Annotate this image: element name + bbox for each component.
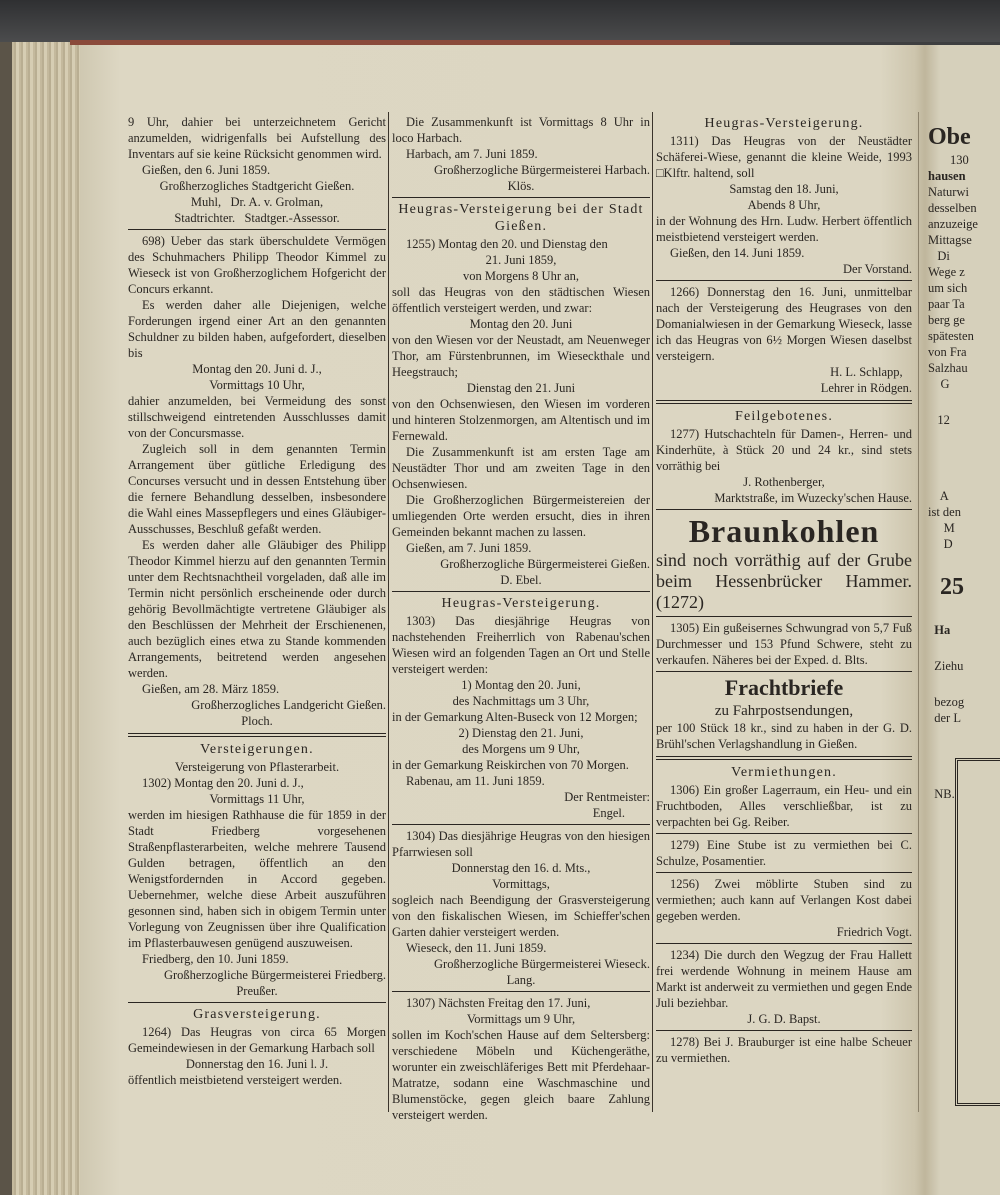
advert-headline: Braunkohlen — [688, 513, 880, 549]
centered-line: Versteigerung von Pflasterarbeit. — [174, 760, 340, 774]
divider — [656, 616, 912, 617]
clipped-text-fragment: von Fra — [928, 345, 967, 359]
paragraph: Gießen, den 14. Juni 1859. — [670, 246, 805, 260]
clipped-text-fragment — [928, 602, 1000, 622]
clipped-text-fragment: Mittagse — [928, 233, 972, 247]
signature-line: Großherzogliche Bürgermeisterei Wieseck. — [434, 957, 650, 971]
column-3 — [656, 114, 912, 1066]
paragraph: 1278) Bei J. Brauburger ist eine halbe Scheuer zu vermiethen. — [656, 1035, 912, 1065]
paragraph: dahier anzumelden, bei Vermeidung des sonst stillschweigend eintretenden Ausschlusses damit von der Concursmasse. — [128, 394, 386, 440]
centered-line: Vormittags 11 Uhr, — [209, 792, 305, 806]
paragraph: Die Zusammenkunft ist Vormittags 8 Uhr in loco Harbach. — [392, 115, 650, 145]
clipped-text-fragment: 25 — [928, 574, 964, 600]
clipped-text-fragment — [928, 674, 1000, 694]
centered-line: Montag den 20. Juni — [469, 317, 573, 331]
divider — [656, 943, 912, 944]
paragraph: 1303) Das diesjährige Heugras von nachstehenden Freiherrlich von Rabenau'schen Wiesen wird an folgenden Tagen an Ort und Stelle versteigert werden: — [392, 614, 650, 676]
divider — [656, 872, 912, 873]
paragraph: 1306) Ein großer Lagerraum, ein Heu- und ein Fruchtboden, Alles verschließbar, ist zu verpachten bei Gg. Reiber. — [656, 783, 912, 829]
paragraph: 1279) Eine Stube ist zu vermiethen bei C. Schulze, Posamentier. — [656, 838, 912, 868]
paragraph: sollen im Koch'schen Hause auf dem Seltersberg: verschiedene Möbeln und Küchengeräthe, worunter ein zweischläferiges Bett mit Pferdehaar-Matratze, sodann eine Waschmaschine und Blumenstöcke, gegen gleich baare Zahlung versteigert werden. — [392, 1028, 650, 1122]
centered-line: J. G. D. Bapst. — [747, 1012, 821, 1026]
clipped-text-fragment: Obe — [928, 124, 971, 150]
divider — [656, 671, 912, 672]
divider — [656, 509, 912, 510]
clipped-text-fragment — [928, 428, 1000, 488]
centered-line: des Morgens um 9 Uhr, — [462, 742, 580, 756]
paragraph: 1256) Zwei möblirte Stuben sind zu vermiethen; auch kann auf Verlangen Kost dabei gegeben werden. — [656, 877, 912, 923]
signature-line: Der Rentmeister: — [564, 790, 650, 804]
centered-line: Dienstag den 21. Juni — [466, 381, 576, 395]
signature-line: Engel. — [592, 806, 650, 820]
signature-line: H. L. Schlapp, — [830, 365, 912, 379]
paragraph: Harbach, am 7. Juni 1859. — [406, 147, 538, 161]
centered-line: Montag den 20. Juni d. J., — [192, 362, 322, 376]
advert-text: sind noch vorräthig auf der Grube beim Hessenbrücker Hammer. (1272) — [656, 550, 912, 612]
scanner-background — [0, 0, 1000, 42]
clipped-text-fragment — [928, 638, 1000, 658]
signature-line: Großherzogliches Landgericht Gießen. — [191, 698, 386, 712]
paragraph: Die Großherzoglichen Bürgermeistereien der umliegenden Orte werden ersucht, dies in ihren Gemeinden bekannt machen zu lassen. — [392, 493, 650, 539]
clipped-text-fragment: Salzhau — [928, 361, 968, 375]
advert-subline: zu Fahrpostsendungen, — [714, 703, 854, 719]
book-binding — [0, 42, 12, 1195]
clipped-text-fragment: spätesten — [928, 329, 974, 343]
book-page-edges — [0, 42, 80, 1195]
clipped-text-fragment: um sich — [928, 281, 968, 295]
paragraph: 9 Uhr, dahier bei unterzeichnetem Gericht anzumelden, widrigenfalls bei Aufstellung des Inventars auf sie keine Rücksicht genommen wird. — [128, 115, 386, 161]
paragraph: 1307) Nächsten Freitag den 17. Juni, — [406, 996, 591, 1010]
divider — [392, 591, 650, 592]
centered-line: Donnerstag den 16. Juni l. J. — [185, 1057, 329, 1071]
signature-line: Großherzogliche Bürgermeisterei Friedberg. — [163, 968, 386, 982]
clipped-text-fragment: desselben — [928, 201, 977, 215]
paragraph: in der Gemarkung Reiskirchen von 70 Morgen. — [392, 758, 629, 772]
paragraph: Friedberg, den 10. Juni 1859. — [142, 952, 289, 966]
clipped-text-fragment: A — [928, 489, 949, 503]
advert-headline: Frachtbriefe — [724, 675, 844, 700]
paragraph: 1304) Das diesjährige Heugras von den hiesigen Pfarrwiesen soll — [392, 829, 650, 859]
clipped-text-fragment: Naturwi — [928, 185, 969, 199]
centered-line: Preußer. — [236, 984, 278, 998]
clipped-text-fragment — [928, 552, 1000, 572]
signature-line: Der Vorstand. — [843, 262, 912, 276]
signature-line: Marktstraße, im Wuzecky'schen Hause. — [714, 491, 912, 505]
centered-line: Stadtrichter. Stadtger.-Assessor. — [174, 211, 340, 225]
signature-line: Lehrer in Rödgen. — [820, 381, 912, 395]
boxed-advertisement-frame — [955, 758, 1000, 1106]
centered-line: Vormittags um 9 Uhr, — [466, 1012, 576, 1026]
clipped-text-fragment: ist den — [928, 505, 961, 519]
clipped-text-fragment: D — [928, 537, 953, 551]
clipped-text-fragment: hausen — [928, 169, 966, 183]
centered-line: Vormittags, — [492, 877, 550, 891]
section-heading: Grasversteigerung. — [193, 1007, 321, 1022]
paragraph: 1255) Montag den 20. und Dienstag den — [406, 237, 608, 251]
section-heading: Heugras-Versteigerung bei der Stadt Gießen. — [398, 202, 644, 234]
clipped-text-fragment: 130 — [950, 153, 969, 167]
section-heading: Heugras-Versteigerung. — [441, 596, 601, 611]
paragraph: Es werden daher alle Diejenigen, welche Forderungen irgend einer Art an den genannten Schuldner zu bilden haben, aufgefordert, dieselben bis — [128, 298, 386, 360]
binding-ribbon — [70, 40, 730, 45]
clipped-text-fragment: anzuzeige — [928, 217, 978, 231]
centered-line: Abends 8 Uhr, — [747, 198, 821, 212]
centered-line: Samstag den 18. Juni, — [729, 182, 839, 196]
paragraph: werden im hiesigen Rathhause die für 1859 in der Stadt Friedberg vorgesehenen Straßenpflasterarbeiten, welche mehrere Tausend Gulden betragen, öffentlich an den Wenigstfordernden in Accord gegeben. Uebernehmer, welche diese Arbeit auszuführen gesonnen sind, haben sich in obigem Termin unter Vorlegung von Zeugnissen über ihre Qualification im Pflasterbauwesen genügend auszuweisen. — [128, 808, 386, 950]
clipped-text-fragment: Di — [928, 249, 950, 263]
column-1 — [128, 114, 386, 1088]
paragraph: öffentlich meistbietend versteigert werden. — [128, 1073, 343, 1087]
centered-line: 21. Juni 1859, — [485, 253, 557, 267]
clipped-text-fragment: Ziehu — [928, 659, 964, 673]
partial-column-next-page — [928, 122, 1000, 802]
clipped-text-fragment: Ha — [928, 623, 951, 637]
paragraph: in der Wohnung des Hrn. Ludw. Herbert öffentlich meistbietend versteigert werden. — [656, 214, 912, 244]
divider — [392, 824, 650, 825]
paragraph: 1234) Die durch den Wegzug der Frau Hallett frei werdende Wohnung in meinem Hause am Markt ist anderweit zu vermiethen und gegen Ende Juli beziehbar. — [656, 948, 912, 1010]
centered-line: 1) Montag den 20. Juni, — [461, 678, 581, 692]
section-heading: Feilgebotenes. — [734, 409, 834, 424]
paragraph: Wieseck, den 11. Juni 1859. — [406, 941, 547, 955]
paragraph: Rabenau, am 11. Juni 1859. — [406, 774, 545, 788]
centered-line: Muhl, Dr. A. v. Grolman, — [190, 195, 324, 209]
paragraph: soll das Heugras von den städtischen Wiesen öffentlich versteigert werden, und zwar: — [392, 285, 650, 315]
centered-line: von Morgens 8 Uhr an, — [462, 269, 580, 283]
paragraph: Die Zusammenkunft ist am ersten Tage am Neustädter Thor und am zweiten Tage in den Ochsenwiesen. — [392, 445, 650, 491]
paragraph: sogleich nach Beendigung der Grasversteigerung von den fiskalischen Wiesen, im Schieffer'schen Garten dahier versteigert werden. — [392, 893, 650, 939]
paragraph: in der Gemarkung Alten-Buseck von 12 Morgen; — [392, 710, 638, 724]
divider — [128, 229, 386, 230]
paragraph: 1266) Donnerstag den 16. Juni, unmittelbar nach der Versteigerung des Heugrases von den Domanialwiesen in der Gemarkung Wieseck, lasse ich das Heugras von 6½ Morgen Wiesen daselbst versteigern. — [656, 285, 912, 363]
column-2 — [392, 114, 650, 1123]
divider — [656, 280, 912, 281]
clipped-text-fragment — [928, 392, 1000, 412]
paragraph: Es werden daher alle Gläubiger des Philipp Theodor Kimmel hierzu auf den genannten Termin unter dem Rechtsnachtheil vorgeladen, daß alle im Termin nicht persönlich erscheinende oder durch gehörig Bevollmächtigte vertretene Gläubiger als den Beschlüssen der Mehrheit der Erschienenen, auch bezüglich eines etwa zu Stande kommenden Arrangements, beitretend werden angesehen werden. — [128, 538, 386, 680]
paragraph: per 100 Stück 18 kr., sind zu haben in der G. D. Brühl'schen Verlagshandlung in Gießen. — [656, 721, 912, 751]
paragraph: Gießen, am 7. Juni 1859. — [406, 541, 532, 555]
divider — [656, 833, 912, 834]
column-divider — [388, 112, 389, 1112]
centered-line: Donnerstag den 16. d. Mts., — [451, 861, 591, 875]
clipped-text-fragment: bezog — [928, 695, 965, 709]
centered-line: Klös. — [507, 179, 535, 193]
divider — [392, 991, 650, 992]
centered-line: 2) Dienstag den 21. Juni, — [458, 726, 584, 740]
paragraph: 698) Ueber das stark überschuldete Vermögen des Schuhmachers Philipp Theodor Kimmel zu Wieseck ist von Großherzoglichem Hofgericht der Concurs erkannt. — [128, 234, 386, 296]
section-heading: Heugras-Versteigerung. — [704, 116, 864, 131]
centered-line: J. Rothenberger, — [743, 475, 825, 489]
paragraph: Gießen, am 28. März 1859. — [142, 682, 280, 696]
clipped-text-fragment: 12 — [928, 413, 950, 427]
signature-line: Großherzogliche Bürgermeisterei Gießen. — [440, 557, 650, 571]
paragraph: 1305) Ein gußeisernes Schwungrad von 5,7 Fuß Durchmesser und 153 Pfund Schwere, steht zu verkaufen. Näheres bei der Exped. d. Blts. — [656, 621, 912, 667]
section-heading: Vermiethungen. — [731, 765, 837, 780]
centered-line: des Nachmittags um 3 Uhr, — [452, 694, 590, 708]
double-divider — [128, 733, 386, 737]
clipped-text-fragment: G — [928, 377, 950, 391]
paragraph: 1264) Das Heugras von circa 65 Morgen Gemeindewiesen in der Gemarkung Harbach soll — [128, 1025, 386, 1055]
paragraph: 1277) Hutschachteln für Damen-, Herren- und Kinderhüte, à Stück 20 und 24 kr., sind stets vorräthig bei — [656, 427, 912, 473]
clipped-text-fragment: Wege z — [928, 265, 965, 279]
paragraph: 1302) Montag den 20. Juni d. J., — [142, 776, 304, 790]
divider — [392, 197, 650, 198]
paragraph: von den Ochsenwiesen, den Wiesen im vorderen und hinteren Stolzenmorgen, am Altentisch und im Fernewald. — [392, 397, 650, 443]
paragraph: Gießen, den 6. Juni 1859. — [142, 163, 271, 177]
double-divider — [656, 756, 912, 760]
paragraph: Zugleich soll in dem genannten Termin Arrangement über gütliche Erledigung des Concurses versucht und in dessen Entstehung über die fernere Behandlung desselben, insbesondere die Wahl eines Massepflegers und eines Gläubiger-Ausschusses, Beschluß gefaßt werden. — [128, 442, 386, 536]
centered-line: D. Ebel. — [500, 573, 542, 587]
signature-line: Großherzogliche Bürgermeisterei Harbach. — [434, 163, 650, 177]
centered-line: Lang. — [506, 973, 536, 987]
clipped-text-fragment: M — [928, 521, 955, 535]
clipped-text-fragment: NB. — [928, 787, 955, 801]
section-heading: Versteigerungen. — [200, 742, 314, 757]
double-divider — [656, 400, 912, 404]
clipped-text-fragment: der L — [928, 711, 961, 725]
signature-line: Friedrich Vogt. — [836, 925, 912, 939]
centered-line: Ploch. — [241, 714, 273, 728]
paragraph: 1311) Das Heugras von der Neustädter Schäferei-Wiese, genannt die kleine Weide, 1993 □Klftr. haltend, soll — [656, 134, 912, 180]
divider — [656, 1030, 912, 1031]
centered-line: Vormittags 10 Uhr, — [209, 378, 305, 392]
clipped-text-fragment: paar Ta — [928, 297, 965, 311]
page-gutter — [918, 112, 919, 1112]
clipped-text-fragment: berg ge — [928, 313, 965, 327]
paragraph: von den Wiesen vor der Neustadt, am Neuenweger Thor, am Fürstenbrunnen, im Wieseckthale und Heegstrauch; — [392, 333, 650, 379]
column-divider — [652, 112, 653, 1112]
divider — [128, 1002, 386, 1003]
centered-line: Großherzogliches Stadtgericht Gießen. — [159, 179, 355, 193]
